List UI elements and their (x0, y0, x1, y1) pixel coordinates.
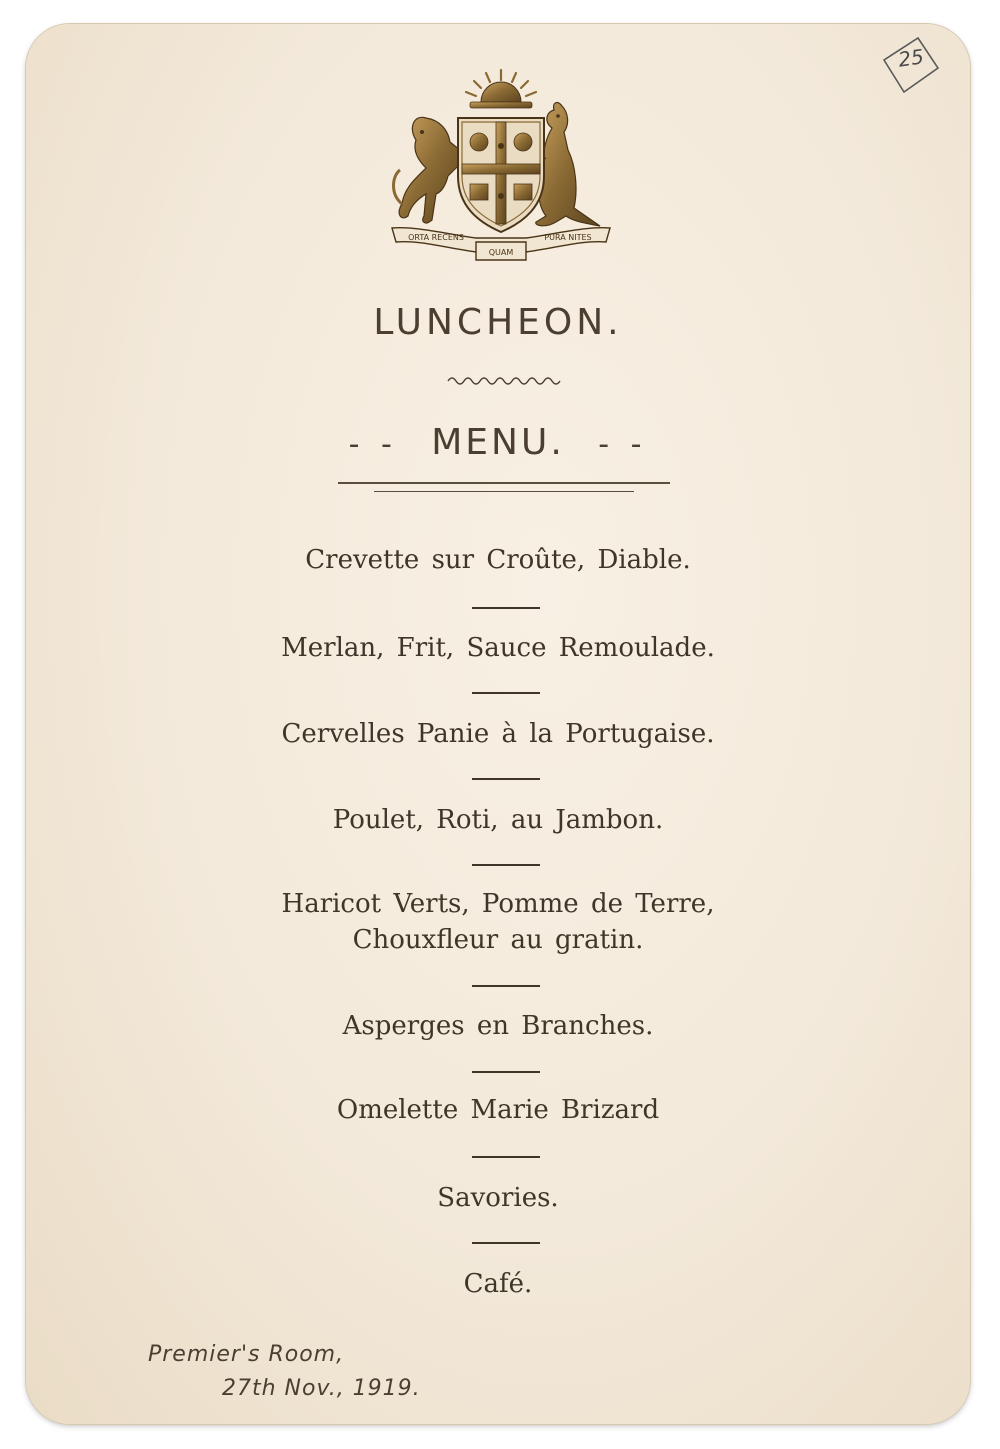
heading: LUNCHEON. (373, 302, 623, 343)
rising-sun-icon (466, 70, 536, 108)
menu-item: Café. (463, 1269, 533, 1299)
motto-right: PURA NITES (544, 233, 592, 242)
menu-heading-dash-left: - - (348, 427, 398, 462)
motto-left: ORTA RECENS (408, 233, 464, 242)
page-number: 25 (896, 44, 926, 72)
course-separator (472, 778, 540, 780)
course-separator (472, 1156, 540, 1158)
heading-rule-top (338, 482, 670, 484)
shield-icon (458, 118, 544, 232)
course-separator (472, 607, 540, 609)
menu-item: Haricot Verts, Pomme de Terre, (281, 889, 715, 919)
course-separator (472, 864, 540, 866)
menu-item: Omelette Marie Brizard (336, 1095, 660, 1125)
course-separator (472, 1071, 540, 1073)
footer-location: Premier's Room, (148, 1342, 345, 1367)
menu-item: Merlan, Frit, Sauce Remoulade. (281, 633, 715, 663)
menu-item: Poulet, Roti, au Jambon. (332, 805, 664, 835)
lion-supporter-icon (394, 117, 461, 223)
course-separator (472, 1242, 540, 1244)
coat-of-arms-crest (386, 66, 616, 266)
menu-card (26, 24, 970, 1424)
menu-item: Cervelles Panie à la Portugaise. (281, 719, 715, 749)
menu-heading (26, 422, 970, 463)
menu-heading-dash-right: - - (598, 427, 648, 462)
wave-ornament (446, 374, 562, 388)
menu-heading-word: MENU. (431, 422, 565, 463)
menu-item: Crevette sur Croûte, Diable. (305, 545, 691, 575)
heading-rule-bottom (374, 491, 634, 492)
motto-center: QUAM (488, 248, 514, 257)
course-separator (472, 985, 540, 987)
menu-item: Chouxfleur au gratin. (352, 925, 644, 955)
menu-item: Asperges en Branches. (342, 1011, 654, 1041)
course-separator (472, 692, 540, 694)
menu-item: Savories. (437, 1183, 559, 1213)
footer-date: 27th Nov., 1919. (222, 1376, 421, 1401)
